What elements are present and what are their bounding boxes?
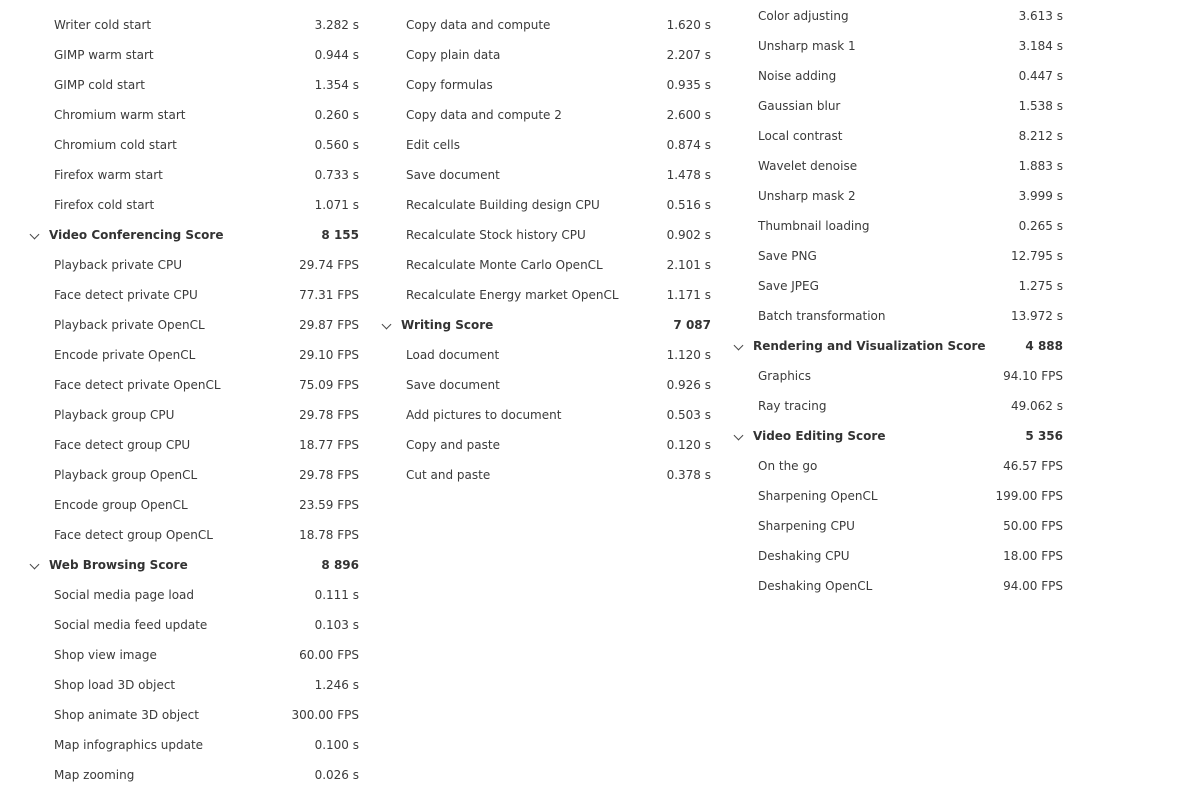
- result-label: Playback private CPU: [54, 258, 182, 272]
- result-label: Encode private OpenCL: [54, 348, 196, 362]
- result-row: [380, 70, 720, 100]
- result-row: [28, 520, 368, 550]
- result-row: [28, 670, 368, 700]
- result-value: 0.378 s: [666, 468, 711, 482]
- result-row: [732, 61, 1072, 91]
- result-value: 0.935 s: [666, 78, 711, 92]
- result-value: 50.00 FPS: [1003, 519, 1063, 533]
- result-label: Recalculate Building design CPU: [406, 198, 600, 212]
- result-value: 300.00 FPS: [291, 708, 359, 722]
- result-row: [732, 1, 1072, 31]
- result-label: GIMP cold start: [54, 78, 145, 92]
- section-title: Video Editing Score: [753, 429, 886, 443]
- result-label: Recalculate Stock history CPU: [406, 228, 586, 242]
- result-row: [380, 190, 720, 220]
- result-row: [380, 250, 720, 280]
- result-row: [28, 640, 368, 670]
- result-label: Chromium warm start: [54, 108, 186, 122]
- chevron-down-icon[interactable]: [30, 230, 40, 240]
- result-label: Gaussian blur: [758, 99, 841, 113]
- result-value: 46.57 FPS: [1003, 459, 1063, 473]
- result-row: [28, 340, 368, 370]
- result-value: 0.944 s: [314, 48, 359, 62]
- result-row: [732, 31, 1072, 61]
- result-row: [28, 610, 368, 640]
- result-row: [380, 100, 720, 130]
- result-value: 1.883 s: [1018, 159, 1063, 173]
- result-row: [380, 220, 720, 250]
- result-row: [732, 571, 1072, 601]
- result-value: 29.10 FPS: [299, 348, 359, 362]
- result-label: Edit cells: [406, 138, 460, 152]
- result-row: [380, 370, 720, 400]
- result-label: Playback private OpenCL: [54, 318, 205, 332]
- result-label: Playback group OpenCL: [54, 468, 198, 482]
- result-row: [380, 10, 720, 40]
- section-title: Rendering and Visualization Score: [753, 339, 986, 353]
- result-row: [28, 580, 368, 610]
- result-value: 0.260 s: [314, 108, 359, 122]
- result-label: Firefox cold start: [54, 198, 155, 212]
- result-value: 8.212 s: [1018, 129, 1063, 143]
- result-label: Face detect private OpenCL: [54, 378, 221, 392]
- result-label: GIMP warm start: [54, 48, 154, 62]
- chevron-down-icon[interactable]: [734, 341, 744, 351]
- result-row: [380, 130, 720, 160]
- result-value: 29.87 FPS: [299, 318, 359, 332]
- result-label: Social media feed update: [54, 618, 208, 632]
- result-label: Deshaking CPU: [758, 549, 850, 563]
- result-row: [732, 181, 1072, 211]
- result-row: [732, 481, 1072, 511]
- result-row: [380, 160, 720, 190]
- result-label: Recalculate Monte Carlo OpenCL: [406, 258, 603, 272]
- results-column-1: [28, 10, 368, 790]
- result-row: [732, 91, 1072, 121]
- result-value: 49.062 s: [1010, 399, 1063, 413]
- result-value: 0.120 s: [666, 438, 711, 452]
- results-column-2: [380, 0, 720, 490]
- result-row: [732, 541, 1072, 571]
- result-label: Encode group OpenCL: [54, 498, 188, 512]
- result-value: 0.926 s: [666, 378, 711, 392]
- result-label: Copy data and compute: [406, 18, 551, 32]
- result-value: 3.613 s: [1018, 9, 1063, 23]
- result-value: 3.999 s: [1018, 189, 1063, 203]
- result-label: Map zooming: [54, 768, 135, 782]
- chevron-down-icon[interactable]: [734, 431, 744, 441]
- result-label: Map infographics update: [54, 738, 204, 752]
- section-score: 7 087: [673, 318, 711, 332]
- result-label: Sharpening CPU: [758, 519, 855, 533]
- section-title: Video Conferencing Score: [49, 228, 224, 242]
- result-label: Face detect group OpenCL: [54, 528, 213, 542]
- result-value: 3.184 s: [1018, 39, 1063, 53]
- section-score: 4 888: [1025, 339, 1063, 353]
- result-row: [380, 280, 720, 310]
- result-value: 0.516 s: [666, 198, 711, 212]
- results-column-3: [732, 1, 1072, 601]
- result-row: [380, 400, 720, 430]
- result-value: 0.100 s: [314, 738, 359, 752]
- result-value: 1.171 s: [666, 288, 711, 302]
- result-row: [28, 250, 368, 280]
- result-value: 12.795 s: [1010, 249, 1063, 263]
- score-section-header[interactable]: [732, 421, 1072, 451]
- result-label: Copy formulas: [406, 78, 493, 92]
- result-label: Playback group CPU: [54, 408, 175, 422]
- result-row: [732, 121, 1072, 151]
- result-value: 1.478 s: [666, 168, 711, 182]
- result-value: 77.31 FPS: [299, 288, 359, 302]
- result-label: Unsharp mask 2: [758, 189, 856, 203]
- result-label: Graphics: [758, 369, 811, 383]
- result-value: 199.00 FPS: [995, 489, 1063, 503]
- result-label: Add pictures to document: [406, 408, 562, 422]
- result-row: [732, 391, 1072, 421]
- result-row: [28, 370, 368, 400]
- result-value: 29.78 FPS: [299, 468, 359, 482]
- result-label: Unsharp mask 1: [758, 39, 856, 53]
- result-row: [732, 271, 1072, 301]
- result-row: [732, 511, 1072, 541]
- result-value: 13.972 s: [1010, 309, 1063, 323]
- result-row: [28, 760, 368, 790]
- result-label: Local contrast: [758, 129, 843, 143]
- result-row: [28, 160, 368, 190]
- result-label: Writer cold start: [54, 18, 152, 32]
- chevron-down-icon[interactable]: [30, 560, 40, 570]
- result-value: 3.282 s: [314, 18, 359, 32]
- result-value: 29.78 FPS: [299, 408, 359, 422]
- result-row: [28, 490, 368, 520]
- result-row: [380, 340, 720, 370]
- result-label: Save PNG: [758, 249, 817, 263]
- result-label: Social media page load: [54, 588, 195, 602]
- section-score: 8 896: [321, 558, 359, 572]
- result-label: Wavelet denoise: [758, 159, 858, 173]
- result-row: [28, 130, 368, 160]
- result-label: Cut and paste: [406, 468, 491, 482]
- result-label: Copy data and compute 2: [406, 108, 562, 122]
- result-value: 60.00 FPS: [299, 648, 359, 662]
- result-value: 1.071 s: [314, 198, 359, 212]
- result-value: 1.275 s: [1018, 279, 1063, 293]
- result-label: Batch transformation: [758, 309, 886, 323]
- result-label: Firefox warm start: [54, 168, 163, 182]
- result-label: Deshaking OpenCL: [758, 579, 873, 593]
- score-section-header[interactable]: [28, 220, 368, 250]
- result-value: 29.74 FPS: [299, 258, 359, 272]
- result-label: Save JPEG: [758, 279, 819, 293]
- result-row: [28, 430, 368, 460]
- result-value: 2.207 s: [666, 48, 711, 62]
- result-label: Ray tracing: [758, 399, 827, 413]
- result-value: 0.733 s: [314, 168, 359, 182]
- result-row: [732, 211, 1072, 241]
- result-row: [28, 40, 368, 70]
- result-label: Face detect private CPU: [54, 288, 198, 302]
- section-score: 5 356: [1025, 429, 1063, 443]
- result-value: 94.10 FPS: [1003, 369, 1063, 383]
- result-value: 18.00 FPS: [1003, 549, 1063, 563]
- result-label: Save document: [406, 378, 500, 392]
- result-value: 0.103 s: [314, 618, 359, 632]
- result-value: 1.620 s: [666, 18, 711, 32]
- result-row: [28, 310, 368, 340]
- result-value: 1.120 s: [666, 348, 711, 362]
- result-row: [380, 430, 720, 460]
- section-score: 8 155: [321, 228, 359, 242]
- result-label: Face detect group CPU: [54, 438, 191, 452]
- section-title: Web Browsing Score: [49, 558, 188, 572]
- result-value: 18.78 FPS: [299, 528, 359, 542]
- score-section-header[interactable]: [732, 331, 1072, 361]
- result-value: 2.101 s: [666, 258, 711, 272]
- result-label: Color adjusting: [758, 9, 849, 23]
- result-value: 0.111 s: [314, 588, 359, 602]
- result-label: Copy and paste: [406, 438, 500, 452]
- result-label: Shop animate 3D object: [54, 708, 199, 722]
- result-label: Load document: [406, 348, 500, 362]
- result-value: 0.447 s: [1018, 69, 1063, 83]
- result-row: [28, 400, 368, 430]
- result-value: 0.560 s: [314, 138, 359, 152]
- result-row: [380, 40, 720, 70]
- result-row: [732, 301, 1072, 331]
- result-label: Sharpening OpenCL: [758, 489, 878, 503]
- result-row: [28, 280, 368, 310]
- result-row: [28, 460, 368, 490]
- result-row: [28, 730, 368, 760]
- result-row: [28, 10, 368, 40]
- result-row: [732, 151, 1072, 181]
- score-section-header[interactable]: [28, 550, 368, 580]
- result-value: 1.246 s: [314, 678, 359, 692]
- result-value: 94.00 FPS: [1003, 579, 1063, 593]
- result-value: 0.874 s: [666, 138, 711, 152]
- result-row: [28, 100, 368, 130]
- result-value: 23.59 FPS: [299, 498, 359, 512]
- result-label: Noise adding: [758, 69, 837, 83]
- result-label: Copy plain data: [406, 48, 501, 62]
- result-row: [28, 700, 368, 730]
- result-row: [732, 241, 1072, 271]
- result-label: On the go: [758, 459, 818, 473]
- result-value: 1.354 s: [314, 78, 359, 92]
- section-title: Writing Score: [401, 318, 494, 332]
- chevron-down-icon[interactable]: [382, 320, 392, 330]
- result-value: 2.600 s: [666, 108, 711, 122]
- result-row: [732, 451, 1072, 481]
- result-row: [380, 0, 720, 10]
- result-row: [380, 460, 720, 490]
- score-section-header[interactable]: [380, 310, 720, 340]
- result-row: [28, 190, 368, 220]
- result-row: [732, 361, 1072, 391]
- result-label: Recalculate Energy market OpenCL: [406, 288, 619, 302]
- result-label: Thumbnail loading: [758, 219, 870, 233]
- result-label: Chromium cold start: [54, 138, 177, 152]
- result-value: 1.538 s: [1018, 99, 1063, 113]
- result-value: 0.265 s: [1018, 219, 1063, 233]
- result-label: Save document: [406, 168, 500, 182]
- result-value: 0.026 s: [314, 768, 359, 782]
- result-value: 18.77 FPS: [299, 438, 359, 452]
- result-value: 0.902 s: [666, 228, 711, 242]
- result-value: 75.09 FPS: [299, 378, 359, 392]
- result-label: Shop view image: [54, 648, 157, 662]
- result-row: [28, 70, 368, 100]
- result-label: Shop load 3D object: [54, 678, 176, 692]
- result-value: 0.503 s: [666, 408, 711, 422]
